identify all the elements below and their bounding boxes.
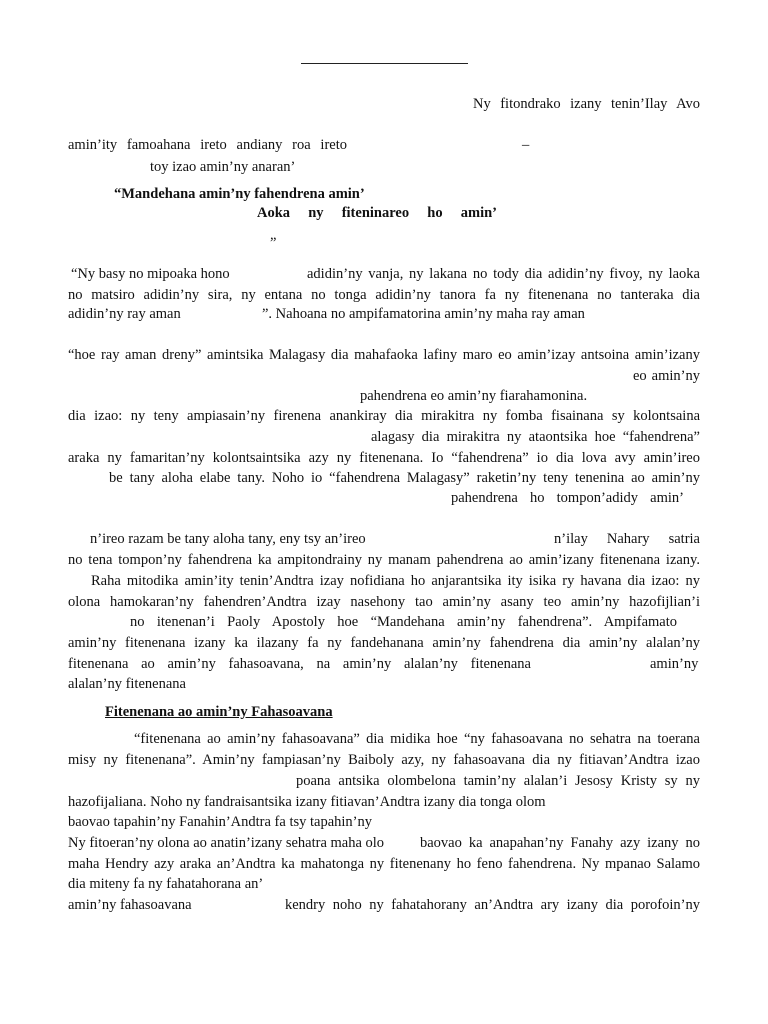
text-line: amin’ny fahasoavana	[68, 897, 192, 913]
epigraph-line: Ny fitondrako izany tenin’Ilay Avo	[473, 96, 700, 112]
text-line: amin’ny fitenenana izany ka ilazany fa ny fandehanana amin’ny fahendrena dia amin’ny alalan’ny	[68, 635, 700, 651]
text-line: araka ny famaritan’ny kolontsaintsika azy ny fitenenana. Io “fahendrena” io dia lova avy amin’ireo	[68, 450, 700, 466]
text-line: misy ny fitenenana”. Amin’ny fampiasan’ny Baiboly azy, ny fahasoavana dia ny fitiavan’Andtra izao	[68, 752, 700, 768]
text-line: adidin’ny vanja, ny lakana no tody dia adidin’ny fivoy, ny laoka	[307, 266, 700, 282]
text-line: baovao tapahin’ny Fanahin’Andtra fa tsy tapahin’ny	[68, 814, 373, 830]
text-line: olona hamokaran’ny fahendren’Andtra izay nasehony tao amin’ny asany teo amin’ny hazofijlian’i	[68, 594, 700, 610]
text-line: kendry noho ny fahatahorany an’Andtra ary izany dia porofoin’ny	[285, 897, 700, 913]
text-line: n’ilay Nahary satria	[554, 531, 700, 547]
quote-title: Aoka ny fiteninareo ho amin’	[257, 205, 497, 221]
dash-mark: –	[522, 137, 530, 153]
text-line: ”. Nahoana no ampifamatorina amin’ny maha ray aman	[262, 306, 585, 322]
text-line: Raha mitodika amin’ity tenin’Andtra izay nofidiana ho anjarantsika ity isika ry havana dia izao: ny	[91, 573, 700, 589]
text-line: no matsiro adidin’ny sira, ny entana no tonga adidin’ny tanora fa ny fitenenana no tanteraka dia	[68, 287, 700, 303]
text-line: “fitenenana ao amin’ny fahasoavana” dia midika hoe “ny fahasoavana no sehatra na toerana	[134, 731, 700, 747]
text-line: “Ny basy no mipoaka hono	[71, 266, 230, 282]
text-line: no itenenan’i Paoly Apostoly hoe “Mandehana amin’ny fahendrena”. Ampifamato	[130, 614, 677, 630]
section-heading: Fitenenana ao amin’ny Fahasoavana	[105, 704, 333, 720]
text-line: dia miteny fa ny fahatahorana an’	[68, 876, 264, 892]
text-line: eo amin’ny	[633, 368, 700, 384]
text-line: pahendrena eo amin’ny fiarahamonina.	[360, 388, 588, 404]
text-line: amin’ity famoahana ireto andiany roa ireto	[68, 137, 347, 153]
text-line: hazofijaliana. Noho ny fandraisantsika izany fitiavan’Andtra izany dia tonga olom	[68, 794, 546, 810]
text-line: amin’ny	[650, 656, 699, 672]
text-line: n’ireo razam be tany aloha tany, eny tsy an’ireo	[90, 531, 366, 547]
text-line: toy izao amin’ny anaran’	[150, 159, 296, 175]
text-line: baovao ka anapahan’ny Fanahy azy izany no	[420, 835, 700, 851]
text-line: alagasy dia mirakitra ny ataontsika hoe “fahendrena”	[371, 429, 700, 445]
quote-title: “Mandehana amin’ny fahendrena amin’	[114, 186, 365, 202]
text-line: be tany aloha elabe tany. Noho io “fahendrena Malagasy” raketin’ny teny tenenina ao amin’ny	[109, 470, 700, 486]
text-line: pahendrena ho tompon’adidy amin’	[451, 490, 684, 506]
text-line: fitenenana ao amin’ny fahasoavana, na amin’ny alalan’ny fitenenana	[68, 656, 531, 672]
text-line: adidin’ny ray aman	[68, 306, 181, 322]
text-line: alalan’ny fitenenana	[68, 676, 186, 692]
text-line: maha Hendry azy araka an’Andtra ka mahatonga ny fitenenany ho feno fahendrena. Ny mpanao Salamo	[68, 856, 700, 872]
text-line: Ny fitoeran’ny olona ao anatin’izany sehatra maha olo	[68, 835, 385, 851]
text-line: no tena tompon’ny fahendrena ka ampitondrainy ny manam pahendrena ao amin’izany fitenenana izany.	[68, 552, 700, 568]
text-line: poana antsika olombelona tamin’ny alalan’i Jesosy Kristy sy ny	[296, 773, 700, 789]
text-line: “hoe ray aman dreny” amintsika Malagasy dia mahafaoka lafiny maro eo amin’izay antsoina amin’izany	[68, 347, 700, 363]
text-line: dia izao: ny teny ampiasain’ny firenena anankiray dia mirakitra ny fomba fisainana sy kolontsaina	[68, 408, 700, 424]
closing-quote-mark: ”	[270, 235, 277, 251]
header-rule	[301, 63, 468, 64]
